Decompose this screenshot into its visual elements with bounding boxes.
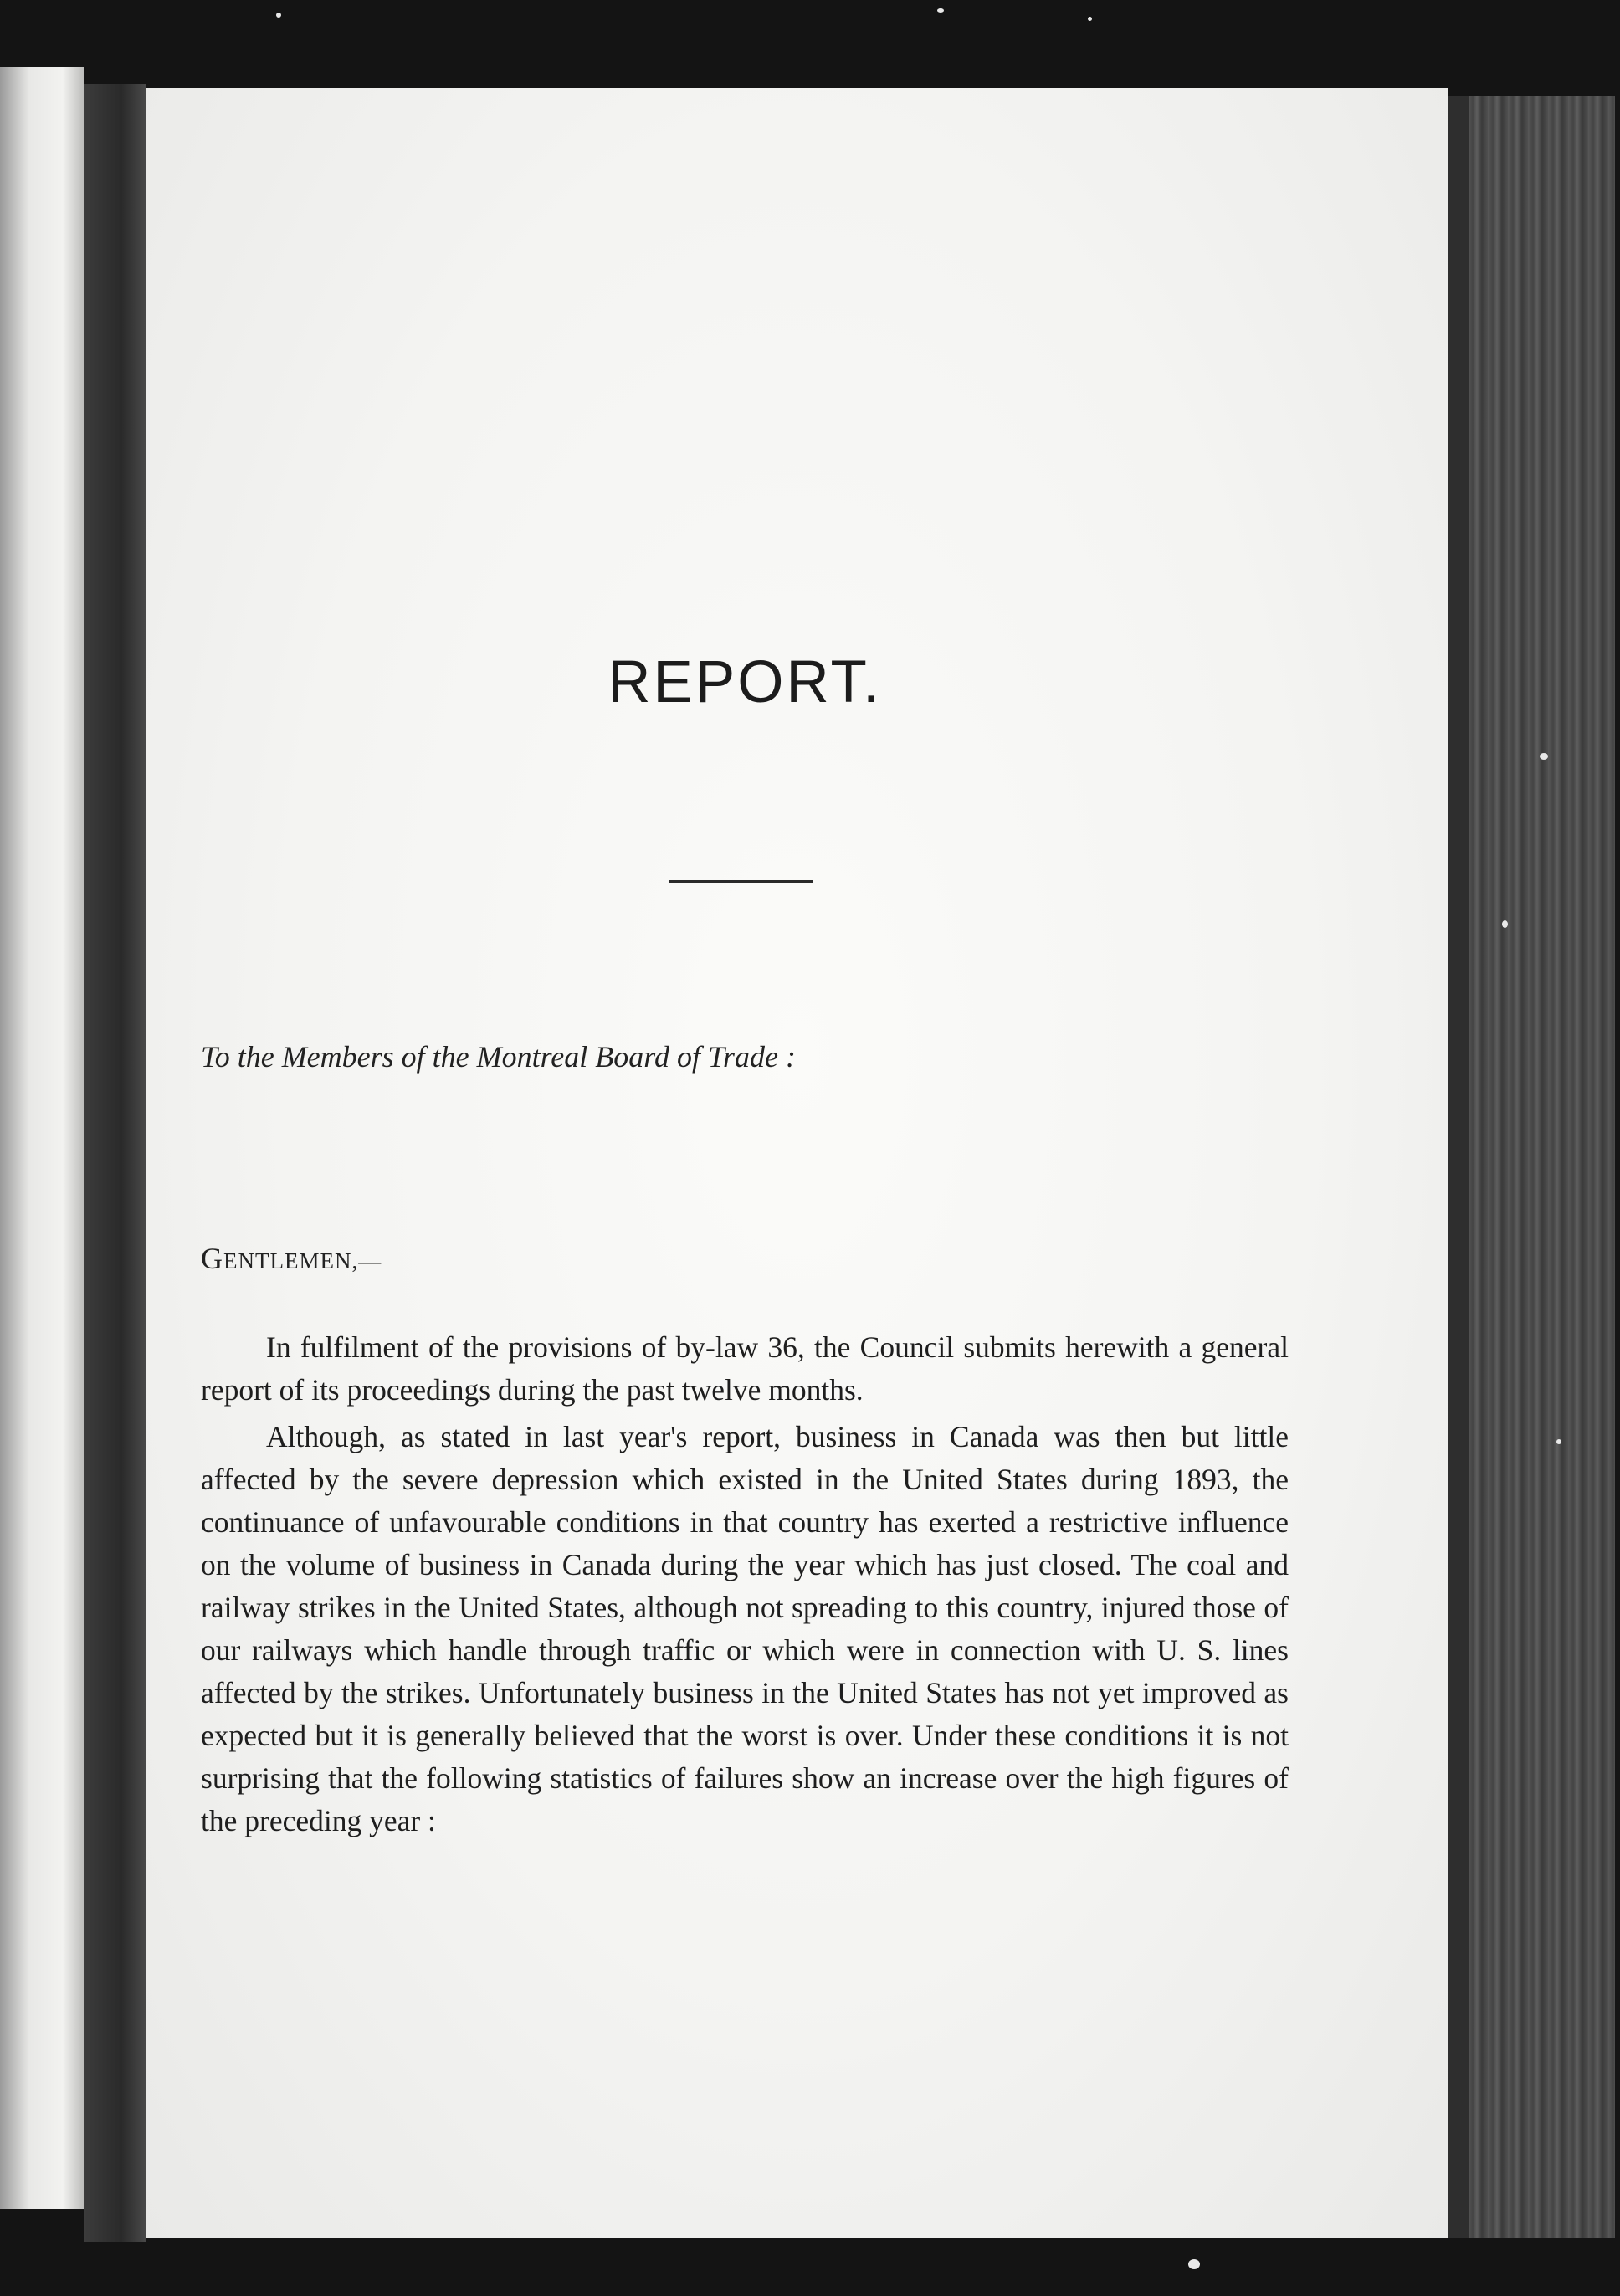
- dust-speck: [1556, 1439, 1561, 1444]
- dust-speck: [937, 8, 944, 13]
- dust-speck: [1088, 17, 1092, 21]
- binding-gutter: [84, 84, 146, 2242]
- dust-speck: [1540, 753, 1548, 760]
- greeting-initial: G: [201, 1242, 223, 1275]
- book-page: [146, 88, 1448, 2238]
- paragraph: Although, as stated in last year's report, business in Canada was then but little affected by the severe depression which existed in the United States during 1893, the continuance of unfavourable conditions in that country has exerted a restrictive influence on the volume of business in Canada during the year which has just closed. The coal and railway strikes in the United States, although not spreading to this country, injured those of our railways which handle through traffic or which were in connection with U. S. lines affected by the strikes. Unfortunately business in the United States has not yet improved as expected but it is generally believed that the worst is over. Under these conditions it is not surprising that the following statistics of failures show an increase over the high figures of the preceding year :: [201, 1420, 1289, 1837]
- greeting: [201, 1241, 382, 1276]
- facing-page-edge: [0, 67, 84, 2209]
- title-rule: [669, 880, 813, 883]
- dust-speck: [1188, 2259, 1200, 2269]
- page-title: REPORT.: [608, 649, 882, 715]
- book-fore-edge: [1448, 96, 1615, 2238]
- salutation: To the Members of the Montreal Board of Trade :: [201, 1040, 796, 1074]
- paragraph: In fulfilment of the provisions of by-law 36, the Council submits herewith a general report of its proceedings during the past twelve months.: [201, 1330, 1289, 1407]
- greeting-rest: ENTLEMEN,—: [223, 1248, 382, 1274]
- page-edge-shadow: [1448, 96, 1469, 2238]
- dust-speck: [1502, 920, 1508, 928]
- dust-speck: [276, 13, 281, 18]
